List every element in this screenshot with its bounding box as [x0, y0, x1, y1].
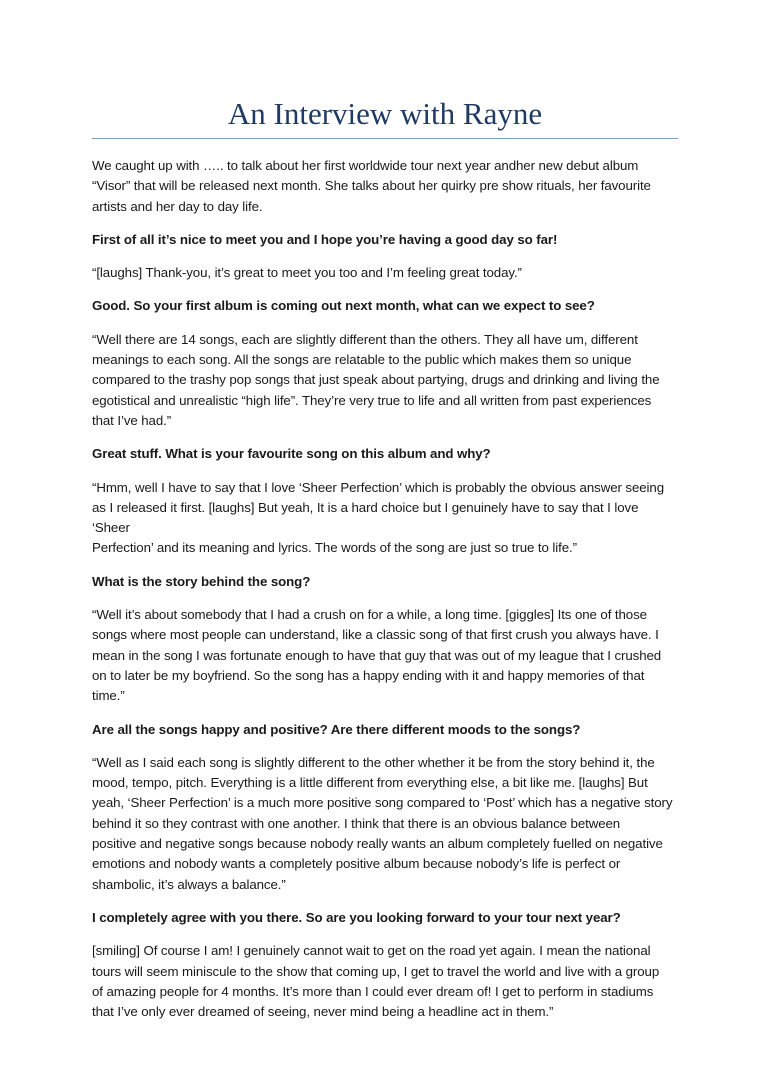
- answer-1: “[laughs] Thank-you, it’s great to meet you too and I’m feeling great today.”: [92, 265, 522, 281]
- question-6: I completely agree with you there. So are you looking forward to your tour next year?: [92, 909, 621, 925]
- question-2: Good. So your first album is coming out next month, what can we expect to see?: [92, 298, 595, 314]
- answer-6: [smiling] Of course I am! I genuinely cannot wait to get on the road yet again. I mean the national tours will seem miniscule to the show that coming up, I get to travel the world and live with a group of amazing people for 4 months. It’s more than I could ever dream of! I get to perform in stadiums that I’ve only ever dreamed of seeing, never mind being a headline act in them.”: [92, 943, 660, 1020]
- question-1: First of all it’s nice to meet you and I hope you’re having a good day so far!: [92, 231, 558, 247]
- answer-3: “Hmm, well I have to say that I love ‘Sheer Perfection’ which is probably the obvious answer seeing as I released it first. [laughs] But yeah, It is a hard choice but I genuinely have to say that I love ‘Sheer Perfection’ and its meaning and lyrics. The words of the song are just so true to life.”: [92, 479, 664, 556]
- intro-paragraph: We caught up with ….. to talk about her first worldwide tour next year andher new debut album “Visor” that will be released next month. She talks about her quirky pre show rituals, her favourite artists and her day to day life.: [92, 158, 651, 214]
- question-3: Great stuff. What is your favourite song on this album and why?: [92, 446, 491, 462]
- title-underline: [92, 138, 678, 139]
- document-body: [92, 156, 678, 1022]
- document-title: An Interview with Rayne: [227, 96, 543, 131]
- question-5: Are all the songs happy and positive? Are there different moods to the songs?: [92, 721, 581, 737]
- answer-2: “Well there are 14 songs, each are slightly different than the others. They all have um, different meanings to each song. All the songs are relatable to the public which makes them so unique compared to the trashy pop songs that just speak about partying, drugs and drinking and living the egotistical and unrealistic “high life”. They’re very true to life and all written from past experiences that I’ve had.”: [92, 331, 660, 428]
- question-4: What is the story behind the song?: [92, 573, 311, 589]
- answer-5: “Well as I said each song is slightly different to the other whether it be from the story behind it, the mood, tempo, pitch. Everything is a little different from everything else, a bit like me. [laughs] But yeah, ‘Sheer Perfection’ is a much more positive song compared to ‘Post’ which has a negative story behind it so they contrast with one another. I think that there is an obvious balance between positive and negative songs because nobody really wants an album completely fuelled on negative emotions and nobody wants a completely positive album because nobody’s life is perfect or shambolic, it’s always a balance.”: [92, 754, 673, 892]
- answer-4: “Well it’s about somebody that I had a crush on for a while, a long time. [giggles] Its one of those songs where most people can understand, like a classic song of that first crush you always have. I mean in the song I was fortunate enough to have that guy that was out of my league that I crushed on to later be my boyfriend. So the song has a happy ending with it and happy memories of that time.”: [92, 607, 662, 704]
